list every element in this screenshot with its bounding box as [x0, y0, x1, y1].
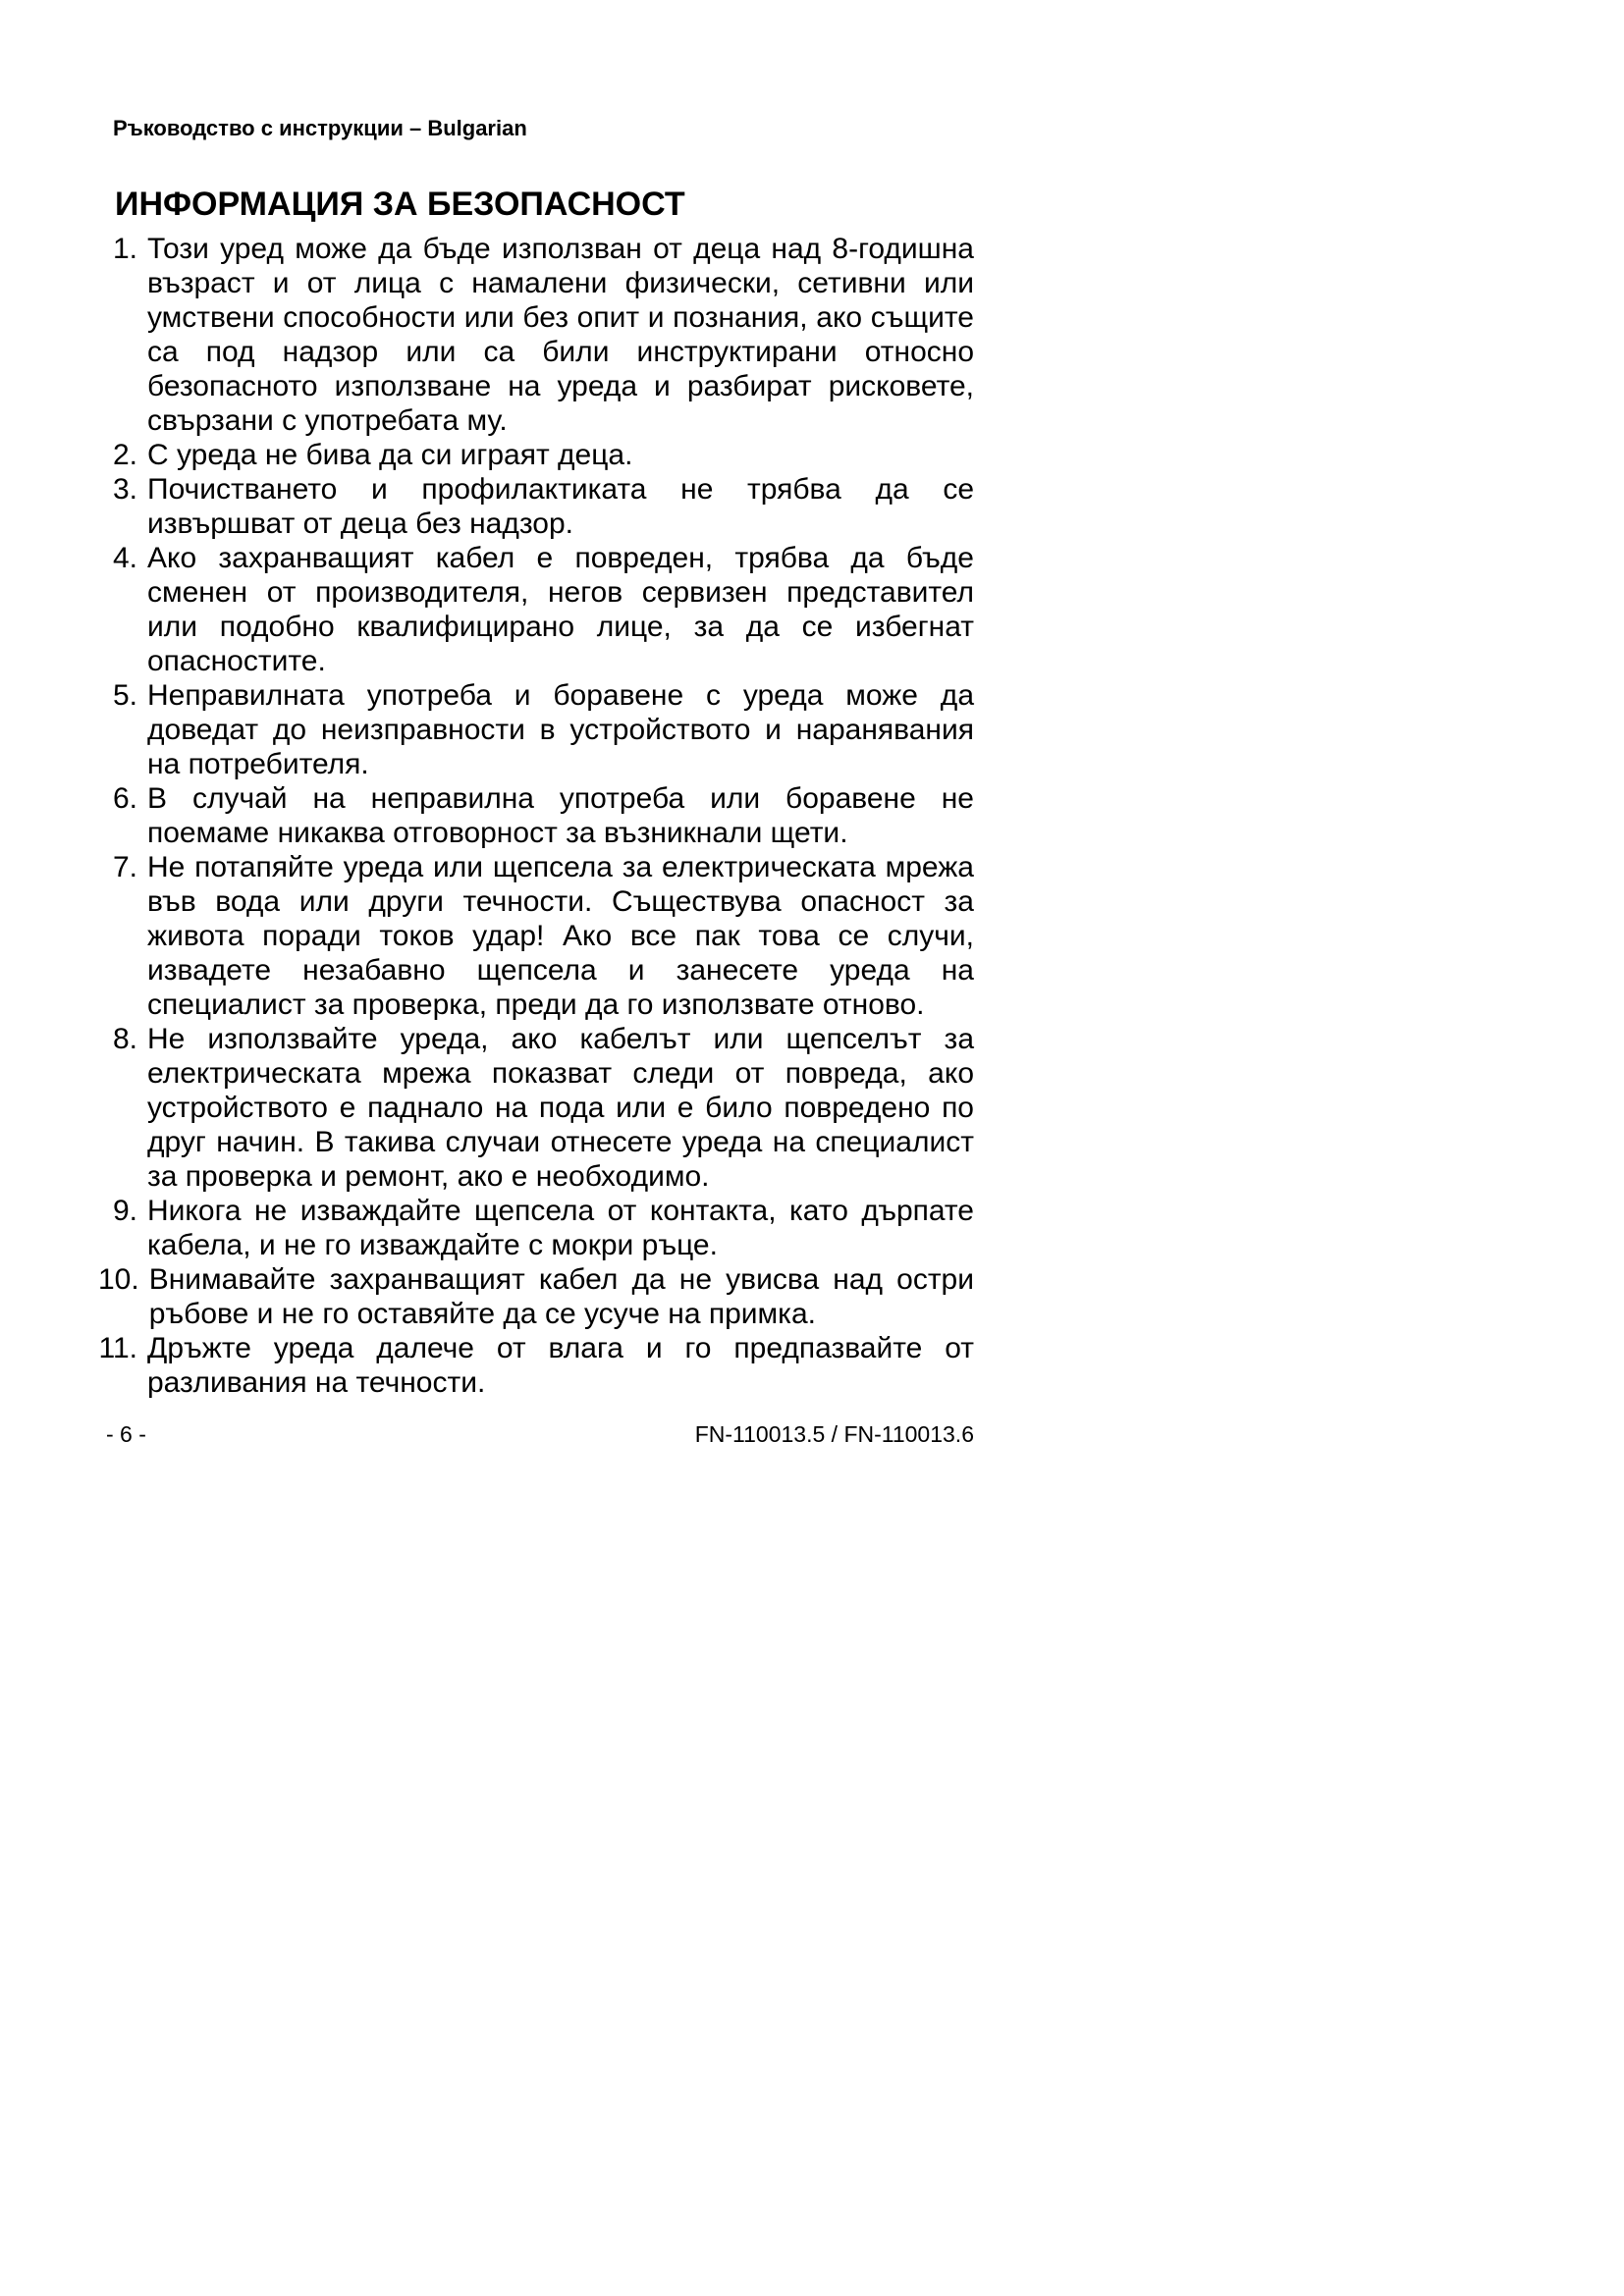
- doc-code: FN-110013.5 / FN-110013.6: [694, 1421, 974, 1447]
- item-number: 11.: [98, 1332, 137, 1364]
- item-text: Не потапяйте уреда или щепсела за електрическата мрежа във вода или други течности. Съществува опасност за живота поради токов удар! Ако все пак това се случи, извадете незабавно щепсела и занесете уреда на специалист за проверка, преди да го използвате отново.: [147, 851, 974, 1021]
- list-item: [98, 438, 974, 472]
- item-number: 3.: [112, 473, 137, 506]
- item-number: 10.: [98, 1263, 139, 1296]
- list-item: [98, 1194, 974, 1262]
- page-number: - 6 -: [106, 1421, 146, 1447]
- page-content: [98, 116, 974, 1400]
- item-number: 8.: [112, 1023, 137, 1055]
- list-item: [98, 1331, 974, 1400]
- item-number: 5.: [112, 679, 137, 712]
- item-number: 1.: [112, 233, 137, 265]
- list-item: [98, 232, 974, 438]
- item-number: 4.: [112, 542, 137, 574]
- item-number: 2.: [112, 439, 137, 471]
- list-item: [98, 781, 974, 850]
- list-item: [98, 1262, 974, 1331]
- list-item: [98, 472, 974, 541]
- doc-language-header: Ръководство с инструкции – Bulgarian: [113, 116, 527, 140]
- item-text: Ако захранващият кабел е повреден, трябва да бъде сменен от производителя, негов сервизен представител или подобно квалифицирано лице, за да се избегнат опасностите.: [147, 542, 974, 677]
- item-text: Дръжте уреда далече от влага и го предпазвайте от разливания на течности.: [147, 1332, 974, 1399]
- item-text: В случай на неправилна употреба или боравене не поемаме никаква отговорност за възникнали щети.: [147, 782, 974, 849]
- item-text: Никога не изваждайте щепсела от контакта, като дърпате кабела, и не го изваждайте с мокри ръце.: [147, 1195, 974, 1261]
- list-item: [98, 678, 974, 781]
- item-number: 6.: [112, 782, 137, 815]
- item-text: Внимавайте захранващият кабел да не увисва над остри ръбове и не го оставяйте да се усуче на примка.: [148, 1263, 974, 1330]
- item-text: Неправилната употреба и боравене с уреда може да доведат до неизправности в устройството и наранявания на потребителя.: [147, 679, 974, 780]
- list-item: [98, 850, 974, 1022]
- list-item: [98, 1022, 974, 1194]
- list-item: [98, 541, 974, 678]
- item-text: Почистването и профилактиката не трябва да се извършват от деца без надзор.: [147, 473, 974, 540]
- page-title: ИНФОРМАЦИЯ ЗА БЕЗОПАСНОСТ: [115, 186, 685, 223]
- safety-list: [98, 232, 974, 1400]
- item-text: С уреда не бива да си играят деца.: [147, 439, 633, 471]
- page-footer: [98, 1421, 974, 1448]
- item-number: 7.: [112, 851, 137, 883]
- item-text: Не използвайте уреда, ако кабелът или щепселът за електрическата мрежа показват следи от повреда, ако устройството е паднало на пода или е било повредено по друг начин. В такива случаи отнесете уреда на специалист за проверка и ремонт, ако е необходимо.: [147, 1023, 974, 1193]
- item-text: Този уред може да бъде използван от деца над 8-годишна възраст и от лица с намалени физически, сетивни или умствени способности или без опит и познания, ако същите са под надзор или са били инструктирани относно безопасното използване на уреда и разбират рисковете, свързани с употребата му.: [147, 233, 974, 437]
- item-number: 9.: [112, 1195, 137, 1227]
